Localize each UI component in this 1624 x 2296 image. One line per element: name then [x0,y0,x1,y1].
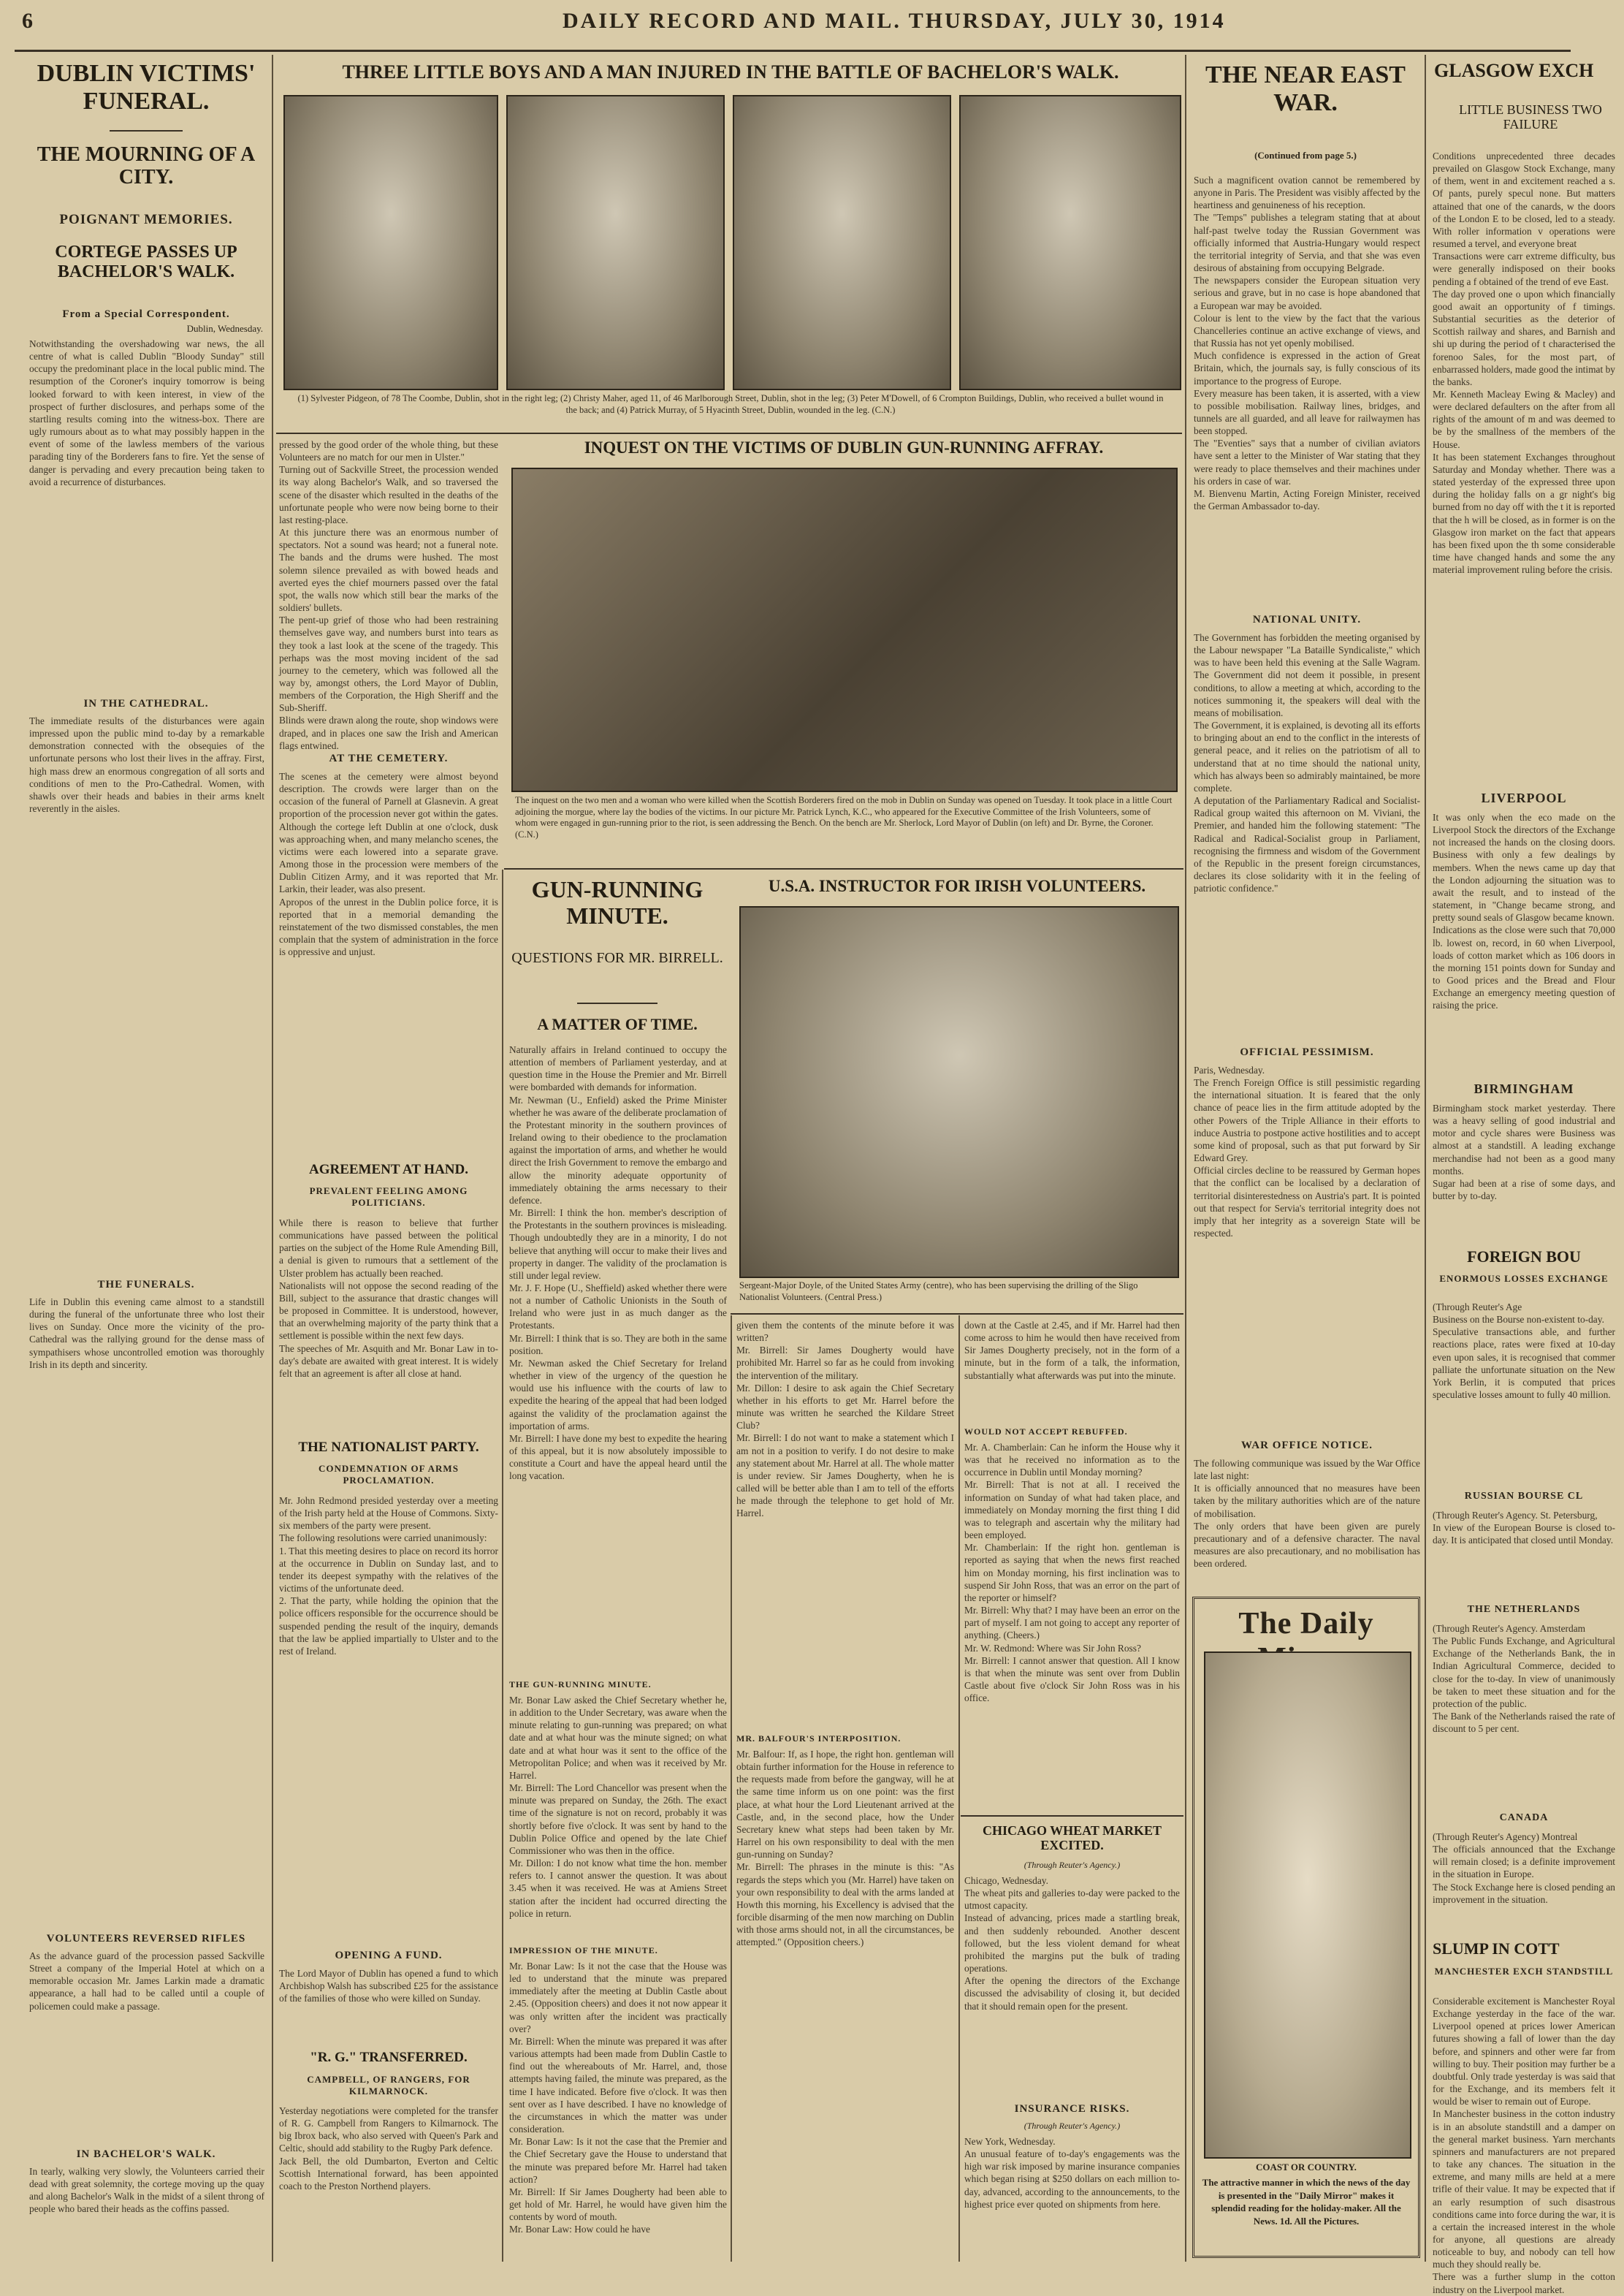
divider [276,433,1182,434]
photo-sergeant-major-doyle [739,906,1179,1278]
subhead-condemnation: CONDEMNATION OF ARMS PROCLAMATION. [319,1463,459,1486]
subhead-balfour-interposition: MR. BALFOUR'S INTERPOSITION. [736,1733,901,1744]
advert-caption-title: COAST OR COUNTRY. [1256,2162,1357,2173]
subhead-a-matter-of-time: A MATTER OF TIME. [537,1015,698,1033]
photo-child-on-beach [1204,1651,1411,2159]
headline-nationalist-party: THE NATIONALIST PARTY. [298,1440,479,1455]
subhead-insurance-risks: INSURANCE RISKS. [1014,2103,1130,2115]
headline-chicago-wheat: CHICAGO WHEAT MARKET EXCITED. [982,1823,1162,1853]
article-text: Naturally affairs in Ireland continued to occupy the attention of members of Parliament yesterday, and at question time in the House the Premier and Mr. Birrell were bombarded with demands for information. Mr. Newman (U., Enfield) asked the Prime Minister whether he was aware of the deliberate proclamation of the Protestant minority in the southern provinces of Ireland owing to their obedience to the proclamation against the importation of arms, and whether he would direct the Irish Government to remove the embargo and allow the minority adequate opportunity of immediately obtaining the arms necessary to their defence. Mr. Birrell: I think the hon. member's description of the Protestants in the southern provinces is misleading. Though undoubtedly they are in a minority, I do not believe that anything will occur to make their lives and property in danger. The validity of the proclamation is still under legal review. Mr. J. F. Hope (U., Sheffield) asked whether there were not a number of Catholic Unionists in the South of Ireland who were just in as much danger as the Protestants. Mr. Birrell: I think that is so. They are both in the same position. Mr. Newman asked the Chief Secretary for Ireland whether in view of the urgency of the question he would use his influence with the courts of law to expedite the hearing of the appeal that had been lodged against the validity of the proclamation against the importation of arms. Mr. Birrell: I have done my best to expedite the hearing of this appeal, but it is now absolutely impossible to constitute a Court and have the appeal heard until the long vacation. [509,1044,727,1482]
article-text: The Lord Mayor of Dublin has opened a fund to which Archbishop Walsh has subscribed £25 for the assistance of the families of those who were killed on Sunday. [279,1968,501,2004]
article-text: Conditions unprecedented three decades prevailed on Glasgow Stock Exchange, many of them, went in and excitement reached a s. Of pants, purely specul none. But matters attained that one of the canards, w the doors of the London E to be closed, led to a steady. With roller information v operations were resumed a tervel, and everyone breat Transactions were carr extreme difficulty, bus were generally indisposed on their books pending a f obtained of the trend of eve East. The day proved one o upon which financially good await an opportunity of f timings. Substantial securities as the deterior of Scottish railway and shares, and Barnish and shi up during the period of t characterised the forenoo Sales, for the most part, of enbarrassed holders, made good the intimat by the banks. Mr. Kenneth Macleay Ewing & Macley) and were declared defaulters on the after from all rights of the amount of m and was deemed to be by the smallness of the members of the House. It has been statement Exchanges throughout Saturday and Monday whether. There was a stated yesterday of the expressed three upon during the holiday falls on a gr night's big burned from no day off with the t it is reported that the h will be closed, as in former is on the Glasgow iron market on the fact that appears has been fixed upon the th some considerable time have changed hands and some the any material improvement ruling before the crisis. [1433,151,1615,576]
article-text: The Government has forbidden the meeting organised by the Labour newspaper "La Bataille Syndicaliste," which was to have been held this evening at the Salle Wagram. The Government did not deem it possible, in present conditions, to allow a meeting at which, according to the notices summoning it, the speakers will deal with the means of mobilisation. The Government, it is explained, is devoting all its efforts to bringing about an end to the conflict in the interests of general peace, and it relies on the patriotism of all to understand that at no time should the national unity, which has always been so admirably maintained, be more complete. A deputation of the Parliamentary Radical and Socialist-Radical group waited this afternoon on M. Viviani, the Premier, and handed him the following statement: "The Radical and Radical-Socialist group in Parliament, recognising the firmness and wisdom of the Government of the Republic in the present foreign circumstances, declares its close solidarity with it in the feeling of patriotic confidence." [1194,632,1420,894]
article-text: Mr. Balfour: If, as I hope, the right hon. gentleman will obtain further information for the House in reference to the requests made from before the gangway, will he at the same time inform us on one point: was the first place, at what hour the Lord Lieutenant arrived at the Castle, and, in the second place, how the Under Secretary knew what steps had been taken by Mr. Harrel on his own responsibility to deal with the men gun-running on Sunday? Mr. Birrell: The phrases in the minute is this: "As regards the steps which you (Mr. Harrel) have taken on your own responsibility to deal with the arms landed at Howth this morning, his Excellency is advised that the forcible disarming of the men now marching on Dublin with those arms should not, in all the circumstances, be attempted." (Opposition cheers.) [736,1749,954,1948]
subhead-the-funerals: THE FUNERALS. [97,1279,195,1290]
headline-inquest: INQUEST ON THE VICTIMS OF DUBLIN GUN-RUNNING AFFRAY. [584,438,1104,457]
article-text: (Through Reuter's Age Business on the Bourse non-existent to-day. Speculative transactions able, and further reactions place, rates were fixed at 10-day even upon sales, it is recognised that commer palliate the unfortunate situation on the New York Berlin, it is computed that prices speculative losses amount to fully 40 million. [1433,1301,1615,1401]
column-rule [731,1315,732,2262]
article-text: Notwithstanding the overshadowing war news, the all centre of what is called Dublin "Bloody Sunday" still occupy the predominant place in the local public mind. The resumption of the Coroner's inquiry tomorrow is being looked forward to with keen interest, in view of the prospect of further disclosures, and perhaps some of the startling results coming into the witness-box. There are ugly rumours about as to what may possibly happen in the event of some of the lawless members of the various parading tiny of the Borderers fans to fire. Yet the sense of danger is pervading and every precaution being taken to avoid a recurrence of disturbances. [29,338,267,487]
column-rule [958,1315,960,2262]
article-text: (Through Reuter's Agency. Amsterdam The Public Funds Exchange, and Agricultural Exchange of the Netherlands Bank, the in Indian Agricultural Commerce, decided to close for the to-day. In view of unanimously be taken to meet these situation and for the protection of the public. The Bank of the Netherlands raised the rate of discount to 5 per cent. [1433,1623,1615,1735]
masthead-rule [15,50,1571,52]
headline-mourning-of-a-city: THE MOURNING OF A CITY. [37,143,256,189]
headline-slump-in-cotton: SLUMP IN COTT [1433,1939,1560,1958]
headline-near-east-war: THE NEAR EAST WAR. [1205,61,1406,117]
divider [961,1815,1183,1817]
column-rule [502,870,503,2262]
agency-credit: (Through Reuter's Agency.) [1023,1860,1121,1870]
subhead-would-not-accept: WOULD NOT ACCEPT REBUFFED. [964,1426,1128,1437]
subhead-prevalent-feeling: PREVALENT FEELING AMONG POLITICIANS. [309,1185,468,1208]
article-text: Mr. Bonar Law asked the Chief Secretary whether he, in addition to the Under Secretary, was aware when the minute relating to gun-running was prepared; on what date and at what hour was the minute signed; on what date and at what hour was it sent to the office of the Metropolitan Police; and when was it received by Mr. Harrel. Mr. Birrell: The Lord Chancellor was present when the minute was prepared on Sunday, the 26th. The exact time of the signature is not on record, probably it was shortly before five o'clock. It was sent by hand to the Dublin Police Office and opened by the late Chief Commissioner who was then in the office. Mr. Dillon: I do not know what time the hon. member refers to. I cannot answer the question. It was about 3.45 when it was received. He was at Amiens Street station after the incident had occurred directing the police in return. [509,1695,727,1919]
divider [731,1313,1183,1315]
headline-foreign-bourses: FOREIGN BOU [1467,1247,1581,1266]
continued-note: (Continued from page 5.) [1254,150,1357,161]
subhead-liverpool: LIVERPOOL [1481,791,1567,805]
subhead-russian-bourse: RUSSIAN BOURSE CL [1464,1491,1584,1502]
subhead-questions-birrell: QUESTIONS FOR MR. BIRRELL. [511,950,723,966]
article-text: New York, Wednesday. An unusual feature of to-day's engagements was the high war risk imposed by marine insurance companies which began rising at $250 dollars on each million to-day, advanced, according to the announcements, to the highest price ever quoted on shipments from here. [964,2136,1180,2210]
subhead-netherlands: THE NETHERLANDS [1467,1604,1581,1615]
article-text: While there is reason to believe that further communications have passed between the political parties on the subject of the Home Rule Amending Bill, a denial is given to rumours that a settlement of the Ulster problem has actually been reached. Nationalists will not oppose the second reading of the Bill, subject to the assurance that drastic changes will be proposed in Committee. It is understood, however, that an overwhelming majority of the party think that a settlement is possible within the next few days. The speeches of Mr. Asquith and Mr. Bonar Law in to-day's debate are awaited with great interest. It is widely felt that an agreement is after all close at hand. [279,1217,498,1379]
article-text: Such a magnificent ovation cannot be remembered by anyone in Paris. The President was visibly affected by the heartiness and genuineness of his reception. The "Temps" publishes a telegram stating that at about half-past twelve today the Russian Government was officially informed that Austria-Hungary would respect the territorial integrity of Servia, and that she was even desirous of abstaining from occupying Belgrade. The newspapers consider the European situation very serious and grave, but in no case is hope abandoned that a European war may be avoided. Colour is lent to the view by the fact that the various Chancelleries continue an active exchange of views, and that Russia has not yet openly mobilised. Much confidence is expressed in the action of Great Britain, which, the journals say, is fully conscious of its importance to the progress of Europe. Every measure has been taken, it is asserted, with a view to possible mobilisation. Railway lines, bridges, and tunnels are all guarded, and all leave for railwaymen has been stopped. The "Eventies" says that a number of civilian aviators have sent a letter to the Minister of War stating that they were ready to place themselves and their machines under his orders in case of war. M. Bienvenu Martin, Acting Foreign Minister, received the German Ambassador to-day. [1194,175,1420,512]
subhead-official-pessimism: OFFICIAL PESSIMISM. [1240,1046,1374,1058]
headline-glasgow-exchange: GLASGOW EXCH [1434,60,1594,81]
subhead-war-office-notice: WAR OFFICE NOTICE. [1240,1440,1373,1451]
divider [110,130,183,132]
subhead-poignant-memories: POIGNANT MEMORIES. [59,212,233,227]
article-text: given them the contents of the minute before it was written? Mr. Birrell: Sir James Dougherty would have prohibited Mr. Harrel so far as he could from invoking the intervention of the military. Mr. Dillon: I desire to ask again the Chief Secretary whether in his efforts to get Mr. Harrel before the minute was written he searched the Kildare Street Club? Mr. Birrell: I do not want to make a statement which I am not in a position to verify. I do not desire to make any statement about Mr. Harrel at all. The whole matter is under review. Sir James Dougherty, when he is called will be better able than I am to tell of the efforts he made through the telephone to get hold of Mr. Harrel. [736,1320,954,1519]
article-text: Mr. A. Chamberlain: Can he inform the House why it was that he received no information as to the occurrence in Dublin until Monday morning? Mr. Birrell: That is not at all. I received the information on Sunday of what had taken place, and immediately on Monday morning the first thing I did was to telegraph and ascertain why the military had been employed. Mr. Chamberlain: If the right hon. gentleman is reported as saying that when the news first reached him on Monday morning, his first inclination was to suspend Sir John Ross, that was an error on the part of the reporter or himself? Mr. Birrell: Why that? I may have been an error on the part of myself. I am not going to accept any reporter of anything. (Cheers.) Mr. W. Redmond: Where was Sir John Ross? Mr. Birrell: I cannot answer that question. All I know is that when the minute was sent over from Dublin Castle about five o'clock Sir John Ross was in his office. [964,1442,1180,1704]
subhead-in-the-cathedral: IN THE CATHEDRAL. [83,698,209,710]
photo-caption: The inquest on the two men and a woman who were killed when the Scottish Borderers fired on the mob in Dublin on Sunday was opened on Tuesday. It took place in a little Court adjoining the morgue, where lay the bodies of the victims. In our picture Mr. Patrick Lynch, K.C., who appeared for the Executive Committee of the Irish Volunteers, some of whom were engaged in gun-running prior to the riot, is seen addressing the Bench. On the bench are Mr. Sherlock, Lord Mayor of Dublin (on left) and Dr. Byrne, the Coroner. (C.N.) [515,795,1173,840]
headline-agreement-at-hand: AGREEMENT AT HAND. [308,1162,468,1177]
photo-caption: (1) Sylvester Pidgeon, of 78 The Coombe, Dublin, shot in the right leg; (2) Christy Maher, aged 11, of 46 Marlborough Street, Dublin, shot in the leg; (3) Peter M'Dowell, of 6 Crompton Buildings, Dublin, who received a bullet wound in the back; and (4) Patrick Murray, of 5 Hyacinth Street, Dublin, wounded in the leg. (C.N.) [297,393,1164,415]
article-text: Yesterday negotiations were completed for the transfer of R. G. Campbell from Rangers to Kilmarnock. The big Ibrox back, who also served with Queen's Park and Celtic, should add stability to the Rugby Park defence. Jack Bell, the old Dumbarton, Everton and Celtic Scottish International forward, has been appointed coach to the Preston Northend players. [279,2105,498,2192]
headline-rg-transferred: "R. G." TRANSFERRED. [310,2050,468,2065]
newspaper-title: DAILY RECORD AND MAIL. THURSDAY, JULY 30, 1914 [563,9,1226,33]
article-text: Mr. Bonar Law: Is it not the case that the House was led to understand that the minute was prepared immediately after the meeting at Dublin Castle about 2.45. (Opposition cheers) and does it not now appear it was only written after the incident was practically over? Mr. Birrell: When the minute was prepared it was after various attempts had been made from Dublin Castle to find out the whereabouts of Mr. Harrel, and, those attempts having failed, the minute was prepared, as the time I have indicated. Before five o'clock. It was then sent over as I have described. I have no knowledge of the circumstances in which the matter was under consideration. Mr. Bonar Law: Is it not the case that the Premier and the Chief Secretary gave the House to understand that the minute was prepared before Mr. Harrel had taken action? Mr. Birrell: If Sir James Dougherty had been able to get hold of Mr. Harrel, he would have given him the contents by word of mouth. Mr. Bonar Law: How could he have [509,1961,727,2235]
article-text: Mr. John Redmond presided yesterday over a meeting of the Irish party held at the House of Commons. Sixty-six members of the party were present. The following resolutions were carried unanimously: 1. That this meeting desires to place on record its horror at the occurrence in Dublin on Sunday last, and to tender its deepest sympathy with the relatives of the victims of the unfortunate deed. 2. That the party, while holding the opinion that the police officers responsible for the occurrence should be suspended pending the result of the inquiry, demands that the law be applied impartially to Ulster and to the rest of Ireland. [279,1495,498,1657]
article-text: (Through Reuter's Agency) Montreal The officials announced that the Exchange will remain closed; is a definite improvement in the situation in Europe. The Stock Exchange here is closed pending an improvement in the situation. [1433,1831,1615,1905]
article-text: (Through Reuter's Agency. St. Petersburg, In view of the European Bourse is closed to-day. It is anticipated that closed until Monday. [1433,1510,1615,1546]
article-text: Considerable excitement is Manchester Royal Exchange yesterday in the face of the war. Liverpool opened at prices lower American futures showing a fall of lower than the day before, and spinners and other were far from willing to buy. Their position may further be a doubtful. Only trade yesterday is was said that for the Exchange, and its members felt it would be wiser to remain out of Europe. In Manchester business in the cotton industry is in an absolute standstill and a damper on the general market business. Yarn merchants spinners and manufacturers are not prepared to take any chances. The situation in the extreme, and many mills are held at a mere trifle of their value. It may be expected that if an early resumption of such disastrous conditions came into force during the war, it is a certain the increased interest in the whole for anyone, all questions are already noticeable to buy, and nobody can tell how much they should really be. There was a further slump in the cotton industry on the Liverpool market. [1433,1996,1615,2295]
photo-christy-maher [506,95,725,390]
subhead-manchester-exchange: MANCHESTER EXCH STANDSTILL [1434,1966,1614,1977]
article-text: Birmingham stock market yesterday. There was a heavy selling of good industrial and motor and cycle shares were Business was almost at a standstill. A leading exchange merchandise had not been as a good many months. Sugar had been at a rise of some days, and butter by to-day. [1433,1103,1615,1202]
subhead-canada: CANADA [1499,1812,1549,1823]
divider [504,868,1183,870]
article-text: Life in Dublin this evening came almost to a standstill during the funeral of the unfortunate three who lost their lives on Sunday. Once more the vicinity of the pro-Cathedral was the rallying ground for the dense mass of sympathisers whose uncontrolled emotion was thoroughly Irish in its depth and sincerity. [29,1296,267,1370]
article-text: Chicago, Wednesday. The wheat pits and galleries to-day were packed to the utmost capacity. Instead of advancing, prices made a startling break, and then suddenly rebounded. Another descent followed, but the less violent demand for wheat prohibited the margins put the bulk of trading operations. After the opening the directors of the Exchange discussed the advisability of closing it, but decided that it should remain open for the present. [964,1875,1180,2012]
photo-patrick-murray [959,95,1181,390]
column-rule [1425,55,1426,2262]
article-text: pressed by the good order of the whole thing, but these Volunteers are no match for our men in Ulster." Turning out of Sackville Street, the procession wended its way along Bachelor's Walk, and so traversed the scene of the disaster which resulted in the deaths of the unfortunate people who were now being borne to their last resting-place. At this juncture there was an enormous number of spectators. Not a sound was heard; not a funeral note. The bands and the drums were hushed. The most solemn silence prevailed as with bowed heads and averted eyes the chief mourners passed over the fatal spot, the walls now which still bear the marks of the soldiers' bullets. The pent-up grief of those who had been restraining themselves gave way, and numbers burst into tears as they took a last look at the scene of the tragedy. This perhaps was the most moving incident of the sad journey to the cemetery, which was followed all the way by, amongst others, the Lord Mayor of Dublin, members of the Corporation, the High Sheriff and the Sub-Sheriff. Blinds were drawn along the route, shop windows were draped, and in places one saw the Irish and American flags entwined. [279,439,498,751]
subhead-volunteers-reversed-rifles: VOLUNTEERS REVERSED RIFLES [46,1933,246,1945]
agency-credit: (Through Reuter's Agency.) [1023,2121,1121,2131]
page-number: 6 [22,9,34,33]
photo-sylvester-pidgeon [283,95,498,390]
masthead [22,9,1571,45]
subhead-national-unity: NATIONAL UNITY. [1252,614,1362,626]
dateline: Dublin, Wednesday. [186,323,263,334]
advert-caption: The attractive manner in which the news of the day is presented in the "Daily Mirror" makes it splendid reading for the holiday-maker. All the News. 1d. All the Pictures. [1202,2177,1411,2227]
article-text: Paris, Wednesday. The French Foreign Office is still pessimistic regarding the international situation. It is feared that the only chance of peace lies in the firm attitude adopted by the other Powers of the Triple Alliance in their efforts to induce Austria to postpone active hostilities and to accept some kind of proposal, such as that put forward by Sir Edward Grey. Official circles decline to be reassured by German hopes that the conflict can be localised by a declaration of territorial disinterestedness on Austria's part. It is pointed out that respect for Servia's territorial integrity does not imply that her integrity as a sovereign State will be respected. [1194,1065,1420,1239]
headline-cortege: CORTEGE PASSES UP BACHELOR'S WALK. [55,243,237,281]
article-text: The following communique was issued by the War Office late last night: It is officially announced that no measures have been taken by the military authorities which are of the nature of mobilisation. The only orders that have been given are purely precautionary and of a defensive character. The naval measures are also precautionary, and no mobilisation has been ordered. [1194,1458,1420,1570]
headline-usa-instructor: U.S.A. INSTRUCTOR FOR IRISH VOLUNTEERS. [768,877,1146,895]
photo-caption: Sergeant-Major Doyle, of the United States Army (centre), who has been supervising the drilling of the Sligo Nationalist Volunteers. (Central Press.) [739,1280,1138,1302]
headline-dublin-victims-funeral: DUBLIN VICTIMS' FUNERAL. [37,60,256,115]
subhead-enormous-losses: ENORMOUS LOSSES EXCHANGE [1439,1273,1609,1284]
headline-gun-running-minute: GUN-RUNNING MINUTE. [531,876,704,929]
article-text: down at the Castle at 2.45, and if Mr. Harrel had then come across to him he would then have received from Sir James Dougherty precisely, not in the form of a minute, but in the form of a talk, the information, substantially what afterwards was put into the minute. [964,1320,1183,1381]
headline-three-little-boys: THREE LITTLE BOYS AND A MAN INJURED IN THE BATTLE OF BACHELOR'S WALK. [342,61,1119,83]
photo-peter-mdowell [733,95,951,390]
article-text: As the advance guard of the procession passed Sackville Street a company of the Imperial Hotel at which on a memorable occasion Mr. James Larkin made a dramatic appearance, a hall had to be called until a couple of policemen could make a passage. [29,1950,267,2012]
subhead-impression-of-minute: IMPRESSION OF THE MINUTE. [509,1945,658,1955]
article-text: The scenes at the cemetery were almost beyond description. The crowds were larger than on the occasion of the funeral of Parnell at Glasnevin. A great proportion of the procession never got within the gates. Although the cortege left Dublin at one o'clock, dusk was approaching when, and many melancho scenes, the victims were each lowered into a separate grave. Among those in the procession were members of the Dublin Citizen Army, and it was reported that Mr. Larkin, their leader, was also present. Apropos of the unrest in the Dublin police force, it is reported that in a memorial demanding the reinstatement of the two dismissed constables, the men complain that the system of administration in the force is oppressive and unjust. [279,771,498,958]
subhead-at-the-cemetery: AT THE CEMETERY. [329,753,449,764]
subhead-in-bachelors-walk: IN BACHELOR'S WALK. [76,2148,216,2160]
article-text: The immediate results of the disturbances were again impressed upon the public mind to-day by a remarkable demonstration connected with the obsequies of the unfortunate persons who lost their lives in the affray. First, high mass drew an enormous congregation of all sorts and conditions of men to the Pro-Cathedral. Women, with shawls over their heads and babies in their arms knelt reverently in the aisles. [29,715,267,815]
article-glasgow-exchange [1428,0,1615,2295]
article-text: In tearly, walking very slowly, the Volunteers carried their dead with great solemnity, the cortege moving up the quay and along Bachelor's Walk in the midst of a silent throng of people who bared their heads as the coffins passed. [29,2166,267,2215]
subhead-birmingham: BIRMINGHAM [1474,1082,1574,1096]
subhead-opening-a-fund: OPENING A FUND. [335,1950,443,1961]
column-rule [1185,55,1186,2262]
subhead-little-business: LITTLE BUSINESS TWO FAILURE [1459,102,1602,132]
byline: From a Special Correspondent. [62,308,230,320]
subhead-campbell-kilmarnock: CAMPBELL, OF RANGERS, FOR KILMARNOCK. [307,2074,470,2097]
advert-title: The Daily [1238,1607,1374,1641]
subhead-gun-running-minute: THE GUN-RUNNING MINUTE. [509,1679,652,1689]
divider [577,1003,657,1004]
article-text: It was only when the eco made on the Liverpool Stock the directors of the Exchange not increased the hands on the closing doors. Business with only a few dealings by members. When the news came up day that the London adjourning the situation was to await the result, and to instead of the statement, in "Change became strong, and pretty sound seals of Glasgow became known. Indications as the close were such that 70,000 lb. lowest on, record, in 60 when Liverpool, loads of cotton market which as 106 doors in the morning 151 points down for Sunday and to Good prices and the Bread and Flour Exchange an emergency meeting question of raising the price. [1433,812,1615,1011]
column-rule [272,55,273,2262]
photo-inquest-courtroom [511,468,1178,792]
